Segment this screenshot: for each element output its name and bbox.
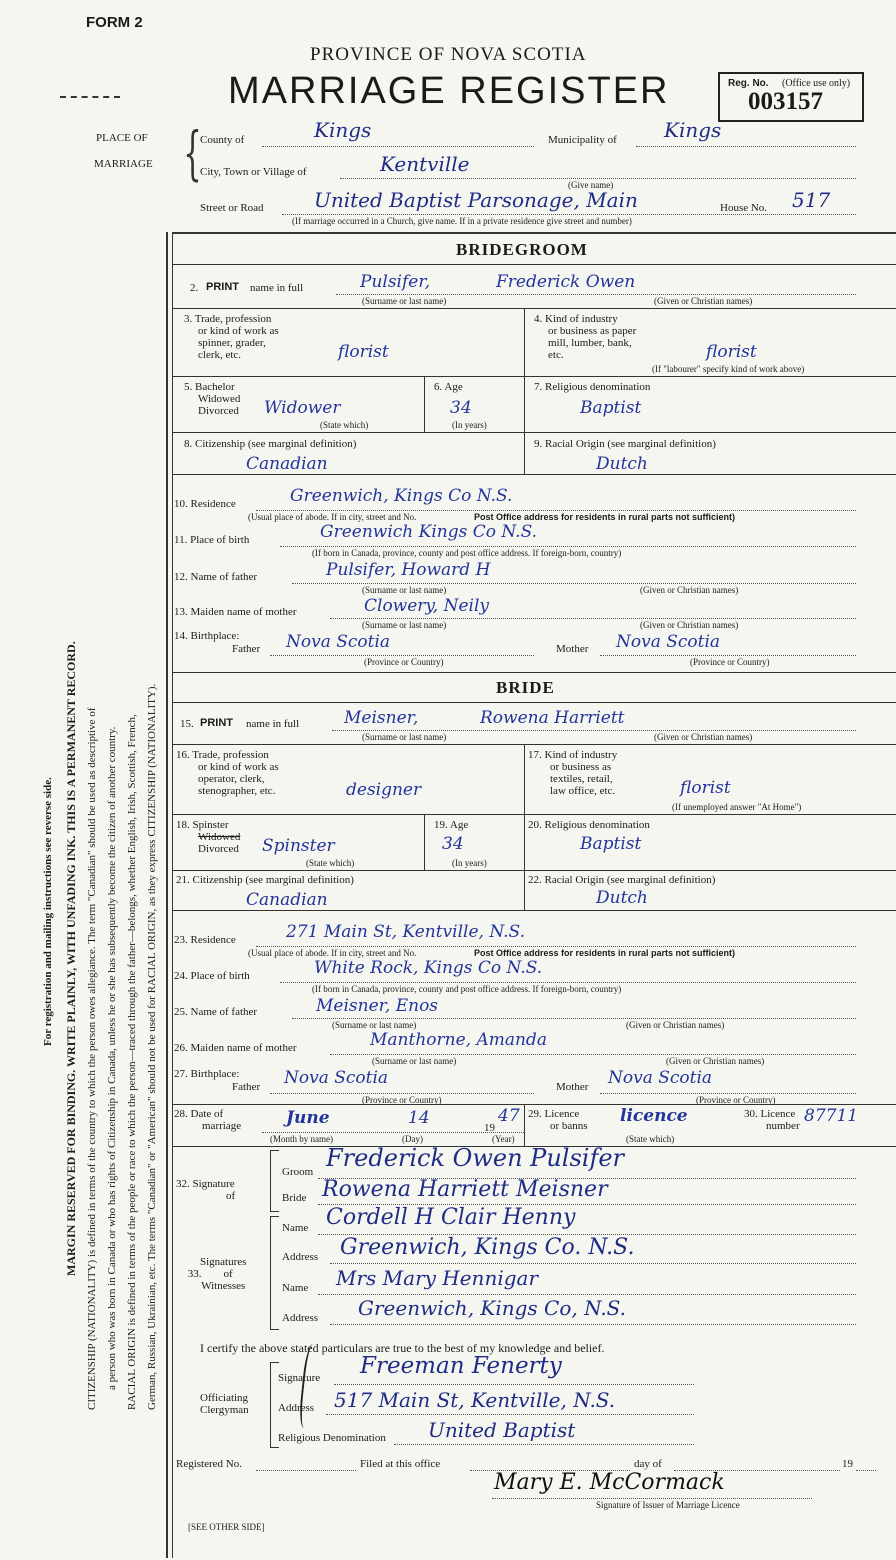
page-title: MARRIAGE REGISTER — [228, 70, 670, 112]
bride-signature: Rowena Harriett Meisner — [322, 1177, 608, 1202]
bride-mother-surname-note: (Surname or last name) — [372, 1056, 457, 1066]
reg-label: Reg. No. — [728, 78, 769, 89]
clergy-flourish — [298, 1344, 323, 1428]
licence-number-label: 30. Licence number — [744, 1108, 800, 1132]
groom-given-note: (Given or Christian names) — [654, 296, 753, 306]
day-of-label: day of — [634, 1458, 662, 1470]
groom-birthplace-label: 14. Birthplace: — [174, 630, 240, 642]
bride-mother-given-note: (Given or Christian names) — [666, 1056, 765, 1066]
groom-father-label: 12. Name of father — [174, 571, 258, 583]
county-value: Kings — [314, 118, 372, 142]
denomination-label: Religious Denomination — [278, 1432, 386, 1444]
groom-status-label: 5. Bachelor Widowed Divorced — [184, 381, 241, 417]
street-label: Street or Road — [200, 202, 264, 214]
margin-binding-note: MARGIN RESERVED FOR BINDING. WRITE PLAINLY, WITH UNFADING INK. THIS IS A PERMANENT RECORD. — [64, 641, 78, 1276]
bride-father-given-note: (Given or Christian names) — [626, 1020, 725, 1030]
house-value: 517 — [792, 188, 831, 212]
groom-mother: Clowery, Neily — [364, 596, 489, 616]
groom-father-bp-label: Father — [232, 643, 261, 655]
groom-industry-label: 4. Kind of industry or business as paper mill, lumber, bank, etc. — [534, 313, 637, 361]
municipality-label: Municipality of — [548, 134, 617, 146]
bride-given-note: (Given or Christian names) — [654, 732, 753, 742]
groom-age: 34 — [450, 398, 472, 418]
house-label: House No. — [720, 202, 768, 214]
groom-birth-label: 11. Place of birth — [174, 534, 250, 546]
groom-surname: Pulsifer, — [360, 272, 431, 292]
bride-mother-bp-label: Mother — [556, 1081, 589, 1093]
marriage-year: 47 — [498, 1106, 520, 1126]
dash-mark — [60, 96, 120, 98]
reg-box — [718, 72, 864, 122]
groom-name-print: PRINT — [206, 281, 239, 293]
margin-citizenship-2: a person who was born in Canada or who has rights of Citizenship in Canada, unless he or she has subsequently become the citizen of another country. — [106, 726, 118, 1390]
bride-industry-label: 17. Kind of industry or business as textiles, retail, law office, etc. — [528, 749, 618, 797]
bride-name-label: name in full — [246, 718, 300, 730]
groom-mother-bp-label: Mother — [556, 643, 589, 655]
margin-racial-1: RACIAL ORIGIN is defined in terms of the people or race to which the person—traced through the father—belongs, whether English, Irish, Scottish, French, — [126, 714, 138, 1410]
margin-racial-2: German, Russian, Ukrainian, etc. The terms "Canadian" or "American" should not be used for RACIAL ORIGIN, as they express CITIZENSHIP (NATIONALITY). — [146, 683, 158, 1410]
year-prefix: 19 — [484, 1122, 495, 1134]
street-note: (If marriage occurred in a Church, give name. If in a private residence give street and number) — [292, 216, 632, 226]
bride-religion-label: 20. Religious denomination — [528, 819, 650, 831]
reg-office-note: (Office use only) — [782, 78, 851, 89]
bride-mother: Manthorne, Amanda — [370, 1030, 547, 1050]
bride-section-title: BRIDE — [496, 678, 555, 697]
county-label: County of — [200, 134, 245, 146]
marriage-day: 14 — [408, 1108, 430, 1128]
city-label: City, Town or Village of — [200, 166, 307, 178]
groom-name-num: 2. — [190, 282, 199, 294]
groom-racial-label: 9. Racial Origin (see marginal definition) — [534, 438, 716, 450]
bride-residence-label: 23. Residence — [174, 934, 236, 946]
groom-father-bp-note: (Province or Country) — [364, 657, 444, 667]
licence-number: 87711 — [804, 1106, 859, 1126]
bride-father-bp: Nova Scotia — [284, 1068, 389, 1088]
licence-note: (State which) — [626, 1134, 675, 1144]
signature-label: 32. Signature of — [176, 1178, 236, 1202]
groom-residence-note: (Usual place of abode. If in city, street and No. — [248, 512, 417, 522]
w1-address-label: Address — [282, 1251, 319, 1263]
w1-address: Greenwich, Kings Co. N.S. — [340, 1235, 635, 1260]
w2-address: Greenwich, Kings Co, N.S. — [358, 1296, 627, 1320]
groom-residence-note-b: Post Office address for residents in rural parts not sufficient) — [474, 512, 736, 522]
groom-industry-note: (If "labourer" specify kind of work above) — [652, 364, 805, 374]
bride-status-label: 18. Spinster Widowed Divorced — [176, 819, 241, 855]
bride-father-bp-note: (Province or Country) — [362, 1095, 442, 1105]
bride-father: Meisner, Enos — [316, 996, 439, 1016]
month-note: (Month by name) — [270, 1134, 333, 1144]
place-label-1: PLACE OF — [96, 132, 148, 144]
issuer-signature: Mary E. McCormack — [494, 1470, 725, 1495]
sig-bracket-2 — [270, 1216, 279, 1330]
municipality-value: Kings — [664, 118, 722, 142]
filed-label: Filed at this office — [360, 1458, 441, 1470]
bride-citizen-label: 21. Citizenship (see marginal definition) — [176, 874, 354, 886]
bride-status: Spinster — [262, 836, 335, 856]
bride-birth-note: (If born in Canada, province, county and post office address. If foreign-born, country) — [312, 984, 622, 994]
reg-number: 003157 — [748, 88, 823, 115]
bride-father-bp-label: Father — [232, 1081, 261, 1093]
clergy-denomination: United Baptist — [428, 1418, 576, 1442]
place-brace: { — [183, 119, 202, 187]
issuer-label: Signature of Issuer of Marriage Licence — [596, 1500, 740, 1510]
groom-status-note: (State which) — [320, 420, 369, 430]
bride-father-label: 25. Name of father — [174, 1006, 258, 1018]
bride-father-surname-note: (Surname or last name) — [332, 1020, 417, 1030]
bride-religion: Baptist — [580, 834, 642, 854]
bride-industry: florist — [680, 778, 731, 798]
groom-trade: florist — [338, 342, 389, 362]
bride-trade: designer — [346, 780, 422, 800]
place-label-2: MARRIAGE — [94, 158, 153, 170]
groom-signature: Frederick Owen Pulsifer — [326, 1144, 624, 1172]
groom-father-given-note: (Given or Christian names) — [640, 585, 739, 595]
groom-father: Pulsifer, Howard H — [326, 560, 491, 580]
bride-mother-bp-note: (Province or Country) — [696, 1095, 776, 1105]
w2-name: Mrs Mary Hennigar — [336, 1266, 539, 1290]
groom-industry: florist — [706, 342, 757, 362]
groom-age-label: 6. Age — [434, 381, 463, 393]
witnesses-label: Signatures 33. of Witnesses — [187, 1256, 247, 1292]
groom-surname-note: (Surname or last name) — [362, 296, 447, 306]
groom-status: Widower — [264, 398, 341, 418]
groom-name-label: name in full — [250, 282, 304, 294]
bride-trade-label: 16. Trade, profession or kind of work as operator, clerk, stenographer, etc. — [176, 749, 279, 797]
groom-mother-given-note: (Given or Christian names) — [640, 620, 739, 630]
see-other-side: [SEE OTHER SIDE] — [188, 1522, 265, 1532]
year-note: (Year) — [492, 1134, 515, 1144]
bride-sig-label: Bride — [282, 1192, 307, 1204]
groom-birth: Greenwich Kings Co N.S. — [320, 522, 538, 542]
groom-section-title: BRIDEGROOM — [456, 240, 588, 259]
date-label: 28. Date of marriage — [174, 1108, 242, 1132]
clergy-address-label: Address — [278, 1402, 315, 1414]
w1-name-label: Name — [282, 1222, 309, 1234]
w2-name-label: Name — [282, 1282, 309, 1294]
city-value: Kentville — [380, 152, 470, 176]
bride-industry-note: (If unemployed answer "At Home") — [672, 802, 802, 812]
clergy-label: Officiating Clergyman — [200, 1392, 249, 1416]
bride-name-num: 15. — [180, 718, 194, 730]
day-note: (Day) — [402, 1134, 423, 1144]
bride-surname: Meisner, — [344, 708, 419, 728]
marriage-month: June — [286, 1108, 330, 1128]
bride-age-label: 19. Age — [434, 819, 469, 831]
groom-citizen: Canadian — [246, 454, 328, 474]
w2-address-label: Address — [282, 1312, 319, 1324]
bride-residence: 271 Main St, Kentville, N.S. — [286, 922, 525, 942]
licence-label: 29. Licence or banns — [528, 1108, 588, 1132]
groom-birth-note: (If born in Canada, province, county and post office address. If foreign-born, country) — [312, 548, 622, 558]
groom-religion: Baptist — [580, 398, 642, 418]
bride-residence-note: (Usual place of abode. If in city, street and No. — [248, 948, 417, 958]
bride-birthplace-label: 27. Birthplace: — [174, 1068, 240, 1080]
groom-citizen-label: 8. Citizenship (see marginal definition) — [184, 438, 357, 450]
groom-residence-label: 10. Residence — [174, 498, 236, 510]
bride-mother-label: 26. Maiden name of mother — [174, 1042, 297, 1054]
margin-instructions: For registration and mailing instructions see reverse side. — [42, 777, 54, 1046]
province-heading: PROVINCE OF NOVA SCOTIA — [310, 44, 587, 65]
groom-age-note: (In years) — [452, 420, 487, 430]
street-value: United Baptist Parsonage, Main — [314, 188, 638, 212]
groom-trade-label: 3. Trade, profession or kind of work as spinner, grader, clerk, etc. — [184, 313, 279, 361]
clergy-signature-label: Signature — [278, 1372, 321, 1384]
clergy-signature: Freeman Fenerty — [360, 1353, 562, 1379]
bride-age-note: (In years) — [452, 858, 487, 868]
groom-religion-label: 7. Religious denomination — [534, 381, 651, 393]
bride-citizen: Canadian — [246, 890, 328, 910]
bride-age: 34 — [442, 834, 464, 854]
groom-given: Frederick Owen — [496, 272, 636, 292]
certify-statement: I certify the above stated particulars are true to the best of my knowledge and belief. — [200, 1341, 605, 1355]
groom-mother-bp: Nova Scotia — [616, 632, 721, 652]
clergy-address: 517 Main St, Kentville, N.S. — [334, 1388, 616, 1412]
form-label: FORM 2 — [86, 14, 143, 31]
groom-father-surname-note: (Surname or last name) — [362, 585, 447, 595]
margin-citizenship-1: CITIZENSHIP (NATIONALITY) is defined in terms of the country to which the person owes allegiance. The term "Canadian" should be used as descriptive of — [86, 707, 98, 1410]
groom-residence: Greenwich, Kings Co N.S. — [290, 486, 513, 506]
bride-given: Rowena Harriett — [480, 708, 625, 728]
bride-name-print: PRINT — [200, 717, 233, 729]
groom-mother-surname-note: (Surname or last name) — [362, 620, 447, 630]
bride-racial-label: 22. Racial Origin (see marginal definition) — [528, 874, 716, 886]
bride-birth-label: 24. Place of birth — [174, 970, 250, 982]
licence-value: licence — [620, 1106, 688, 1126]
bride-status-note: (State which) — [306, 858, 355, 868]
w1-name: Cordell H Clair Henny — [326, 1205, 576, 1230]
give-name-note: (Give name) — [568, 180, 614, 190]
groom-racial: Dutch — [596, 454, 648, 474]
groom-mother-bp-note: (Province or Country) — [690, 657, 770, 667]
year-label: 19 — [842, 1458, 853, 1470]
bride-mother-bp: Nova Scotia — [608, 1068, 713, 1088]
groom-sig-label: Groom — [282, 1166, 314, 1178]
bride-birth: White Rock, Kings Co N.S. — [314, 958, 543, 978]
sig-bracket-1 — [270, 1150, 279, 1212]
groom-mother-label: 13. Maiden name of mother — [174, 606, 297, 618]
registered-label: Registered No. — [176, 1458, 242, 1470]
bride-surname-note: (Surname or last name) — [362, 732, 447, 742]
bride-racial: Dutch — [596, 888, 648, 908]
bride-residence-note-b: Post Office address for residents in rural parts not sufficient) — [474, 948, 736, 958]
groom-father-bp: Nova Scotia — [286, 632, 391, 652]
